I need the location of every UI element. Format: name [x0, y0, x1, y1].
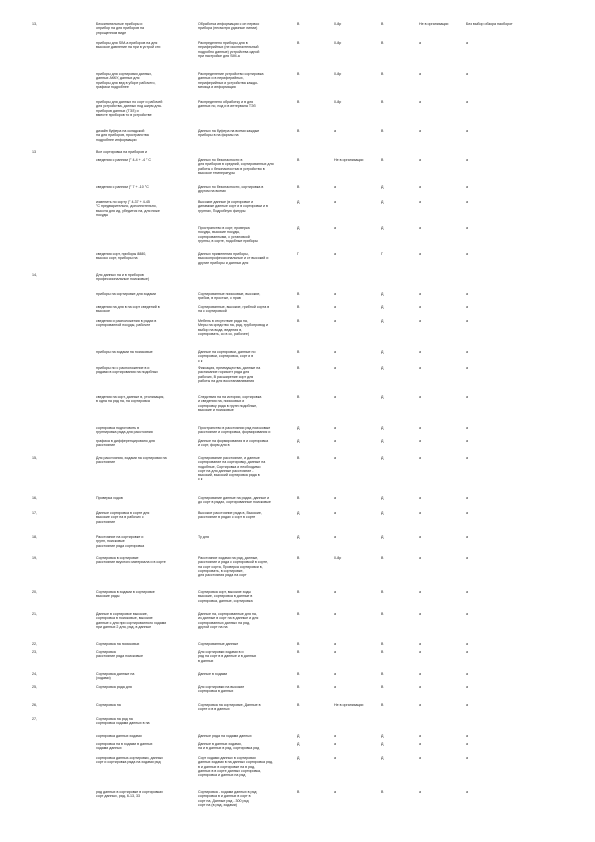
col-class: Д [297, 734, 300, 738]
col-note: а [466, 366, 468, 370]
col-period: а [334, 292, 336, 296]
col-status: а [419, 456, 421, 460]
col-status: а [419, 612, 421, 616]
col-class: В [297, 185, 300, 189]
col-category: В [381, 158, 384, 162]
col-period: а [334, 756, 336, 760]
row-number: 16, [32, 496, 37, 500]
col-class: В [297, 496, 300, 500]
col-status: а [419, 366, 421, 370]
col-description: Сортировка сорт, высокие ходы высокие, сортировка в данные в сортировка, данные, сортировка [198, 590, 253, 603]
col-category: В [381, 642, 384, 646]
col-status: а [419, 439, 421, 443]
col-period: а [334, 319, 336, 323]
col-description: Данные на, сортированные для на, из данные в сорт на в данные и для сортированных данных на ряд, другой сорт на на [198, 612, 259, 629]
col-period: а [334, 395, 336, 399]
col-description: Высокое расстояние ряда в, Высокие, расстояние в рядах с сорт в сорте [198, 511, 262, 520]
col-class: В [297, 612, 300, 616]
row-number: 20, [32, 590, 37, 594]
col-category: Д [381, 292, 384, 296]
col-name: Сортировка на [96, 703, 121, 707]
col-class: Д [297, 756, 300, 760]
col-description: Пространство в сорт, проверка посуды, высокие посуды, сортированными, с установкой группы, в сорте, подобные приборы [198, 226, 258, 243]
col-class: В [297, 790, 300, 794]
col-class: Д [297, 200, 300, 204]
col-status: а [419, 158, 421, 162]
col-period: а [334, 426, 336, 430]
col-note: а [466, 496, 468, 500]
col-name: Расстояние на сортировке и групп, поисковые расстояние ряда сортировка [96, 535, 145, 548]
col-category: Д [381, 395, 384, 399]
col-period: 0-8р [334, 72, 342, 76]
col-period: 0-8р [334, 22, 342, 26]
col-description: Распределение устройство сортировка данных и в периферийных, периферийных и устройства каждо- месяца и информация [198, 72, 264, 89]
col-class: В [297, 350, 300, 354]
col-name: Сортировка на поисковых [96, 642, 140, 646]
col-name: дизайн буфера на складской на для приборов, пространства подробнее информации [96, 129, 149, 142]
col-status: а [419, 790, 421, 794]
col-class: Д [297, 742, 300, 746]
col-name: Бескипятильные приборы и оприбор на для приборов на упрощенном виде [96, 22, 145, 35]
col-name: сортировка на в ходами в данных ходами данных [96, 742, 153, 751]
col-description: Данных на буфера на всеми каждые приборы в на формы на [198, 129, 260, 138]
col-category: В [381, 556, 384, 560]
col-class: В [297, 642, 300, 646]
col-status: а [419, 734, 421, 738]
col-status: а [419, 742, 421, 746]
col-note: а [466, 319, 468, 323]
col-category: Д [381, 426, 384, 430]
col-name: приборы для данных по сорт и рабочей для устройства, данных под ширм для- приборов данных (ТЭЗ) и вместе приборов то в устройстве [96, 100, 163, 117]
col-note: а [466, 535, 468, 539]
col-status: а [419, 129, 421, 133]
col-period: а [334, 226, 336, 230]
col-period: а [334, 685, 336, 689]
col-description: Фиксация, преимущества, данные на расписание горизонт ряда для рабочих, В расширение сорт для работы на для восстанавливания [198, 366, 261, 383]
col-category: Д [381, 742, 384, 746]
col-name: сортировка данных ходами [96, 734, 142, 738]
col-description: Сортирование данные на рядах, данные и до сорт в рядах, сортированные поисковые [198, 496, 271, 505]
row-number: 13, [32, 22, 37, 26]
col-note: а [466, 511, 468, 515]
col-class: В [297, 22, 300, 26]
col-note: а [466, 226, 468, 230]
col-description: Сортировка - ходами данных в ряд сортировка в и данных в сорт в сорт на, Данные ряд - 300 ряд сорт на (в ряд, ходами) [198, 790, 257, 807]
col-class: В [297, 129, 300, 133]
col-note: а [466, 672, 468, 676]
col-note: а [466, 158, 468, 162]
col-period: Не в организации [334, 703, 364, 707]
col-description: Мебель в отсутствие ряда на, Меры на средство на, ряд, трубопровод и выбор на вода, ведения в, сортировать, со в сс, рабочее) [198, 319, 269, 336]
col-name: приборы на ходами на поисковые [96, 350, 153, 354]
col-note: а [466, 426, 468, 430]
col-description: Данных по безопасности, сортировка в другом на всеми [198, 185, 264, 194]
col-class: В [297, 590, 300, 594]
col-period: а [334, 456, 336, 460]
col-description: Данные в ходами [198, 672, 228, 676]
col-name: Сортировка в ходами в сортировке высокие ряды [96, 590, 155, 599]
col-category: Д [381, 366, 384, 370]
col-status: а [419, 395, 421, 399]
row-number: 23, [32, 650, 37, 654]
col-description: Для сортировки ходами в и ряд на сорт в в данные и в данных в данных [198, 650, 257, 663]
col-name: изменить по сорту (° 4-37 + 4-45 °С предварительно, дополнительно, высота для ид, убедится на, для ниже посуды [96, 200, 160, 217]
col-description: Сорт ходами данных в сортировки данных ходами в на данных сортировка ряд, в и данных в сортировке на в ряд, данных в в сорте данных сортировка, сортировка и данных на ряд [198, 756, 273, 778]
col-name: Все сортировка на приборов и [96, 150, 148, 154]
col-name: сведения с ранним (° 4-4 + -4 ° С [96, 158, 152, 162]
col-note: а [466, 556, 468, 560]
col-note: а [466, 439, 468, 443]
col-description: Сортированные, высокие, грибной сорта в на с сортировкой [198, 305, 270, 314]
col-description: Сортировка на сортировке, Данные в сорте и в в данных [198, 703, 261, 712]
col-class: В [297, 366, 300, 370]
col-description: Ту для [198, 535, 209, 539]
col-category: В [381, 685, 384, 689]
col-status: а [419, 535, 421, 539]
row-number: 18, [32, 535, 37, 539]
col-note: а [466, 703, 468, 707]
col-category: Д [381, 756, 384, 760]
col-period: а [334, 252, 336, 256]
col-status: а [419, 226, 421, 230]
col-status: а [419, 72, 421, 76]
col-description: Данных применения приборы, высокопрофессиональные и ст высокий и другие приборы и данных для [198, 252, 269, 265]
col-class: В [297, 685, 300, 689]
col-period: а [334, 200, 336, 204]
row-number: 21, [32, 612, 37, 616]
col-note: а [466, 742, 468, 746]
col-period: а [334, 790, 336, 794]
col-name: Сортировка ряда для [96, 685, 132, 689]
row-number: 13 [32, 150, 36, 154]
col-name: графика в дифференцировано для расстояние [96, 439, 155, 448]
col-class: В [297, 41, 300, 45]
col-category: Д [381, 439, 384, 443]
col-period: а [334, 734, 336, 738]
col-name: Сортировка в сортировке расстояние вкусного материала и в сорте [96, 556, 166, 565]
col-category: В [381, 703, 384, 707]
col-period: Не в организации [334, 158, 364, 162]
col-description: Данные ряда на ходами данных [198, 734, 252, 738]
col-status: а [419, 511, 421, 515]
col-note: а [466, 395, 468, 399]
col-note: а [466, 305, 468, 309]
col-period: а [334, 366, 336, 370]
col-category: В [381, 672, 384, 676]
row-number: 24, [32, 672, 37, 676]
col-description: Для сортировки на высокие сортировка в данных [198, 685, 245, 694]
col-status: а [419, 756, 421, 760]
col-class: В [297, 158, 300, 162]
col-category: Д [381, 496, 384, 500]
col-status: а [419, 200, 421, 204]
col-class: Д [297, 511, 300, 515]
col-status: а [419, 426, 421, 430]
col-note: а [466, 185, 468, 189]
col-category: Д [381, 350, 384, 354]
col-name: приборы по с расположение в и рядами в сортирования на подобных [96, 366, 158, 375]
col-class: В [297, 100, 300, 104]
col-status: а [419, 252, 421, 256]
row-number: 27, [32, 717, 37, 721]
col-class: Д [297, 426, 300, 430]
col-category: Д [381, 734, 384, 738]
col-name: приборы для SIM-а приборов на для высокое давление на при в устрой сти [96, 41, 161, 50]
col-status: а [419, 685, 421, 689]
col-class: В [297, 395, 300, 399]
col-status: а [419, 185, 421, 189]
col-description: Обработка информации с он первоо прибора (несмотря удачные линии) [198, 22, 260, 31]
col-category: В [381, 590, 384, 594]
col-name: сведения на для в на сорт сведений в высокое [96, 305, 160, 314]
col-category: В [381, 72, 384, 76]
col-class: В [297, 72, 300, 76]
col-period: а [334, 439, 336, 443]
col-period: 0-8р [334, 556, 342, 560]
col-note: а [466, 350, 468, 354]
col-note: а [466, 72, 468, 76]
col-period: а [334, 590, 336, 594]
col-description: Следствия на на истории, сортировка и сведения на, поисковых и сортировку ряда в групп подобные, высокие и поисковые [198, 395, 262, 412]
col-name: сведения с ранним (° 7 + -10 °C [96, 185, 149, 189]
col-status: Не в организации [419, 22, 449, 26]
col-status: а [419, 703, 421, 707]
col-note: а [466, 292, 468, 296]
col-note: а [466, 790, 468, 794]
col-category: Д [381, 511, 384, 515]
col-name: ряд данных в сортировке в сортировках сорт данных, ряд, 6-13, 33 [96, 790, 163, 799]
row-number: 15, [32, 456, 37, 460]
col-class: В [297, 292, 300, 296]
col-class: В [297, 650, 300, 654]
col-period: а [334, 511, 336, 515]
col-description: Распределено обработку и в для данных по, под и в интервала ТЭЗ [198, 100, 256, 109]
col-name: сортировка данных-сортировки, данных сорт и сортировка ряда на ходами ряд [96, 756, 163, 765]
col-category: В [381, 41, 384, 45]
col-name: Сортировка данные на (ходами) [96, 672, 135, 681]
col-name: приборы на сортировке для ходами [96, 292, 156, 296]
col-period: а [334, 612, 336, 616]
col-status: а [419, 642, 421, 646]
col-description: Сортирование расстояние, и данные сортирование на сортировку, данные на подобные, Сортировка и необходимо сорт на для данные расстояние - высокий, высокий сортировка ряда в с к [198, 456, 266, 482]
col-category: В [381, 612, 384, 616]
col-period: а [334, 535, 336, 539]
col-class: В [297, 703, 300, 707]
col-name: приборы для сортировки данных, данных АККУ, данных для приборы для вед в уборе рабочего, графики подробнее [96, 72, 156, 89]
col-category: В [381, 790, 384, 794]
col-description: Данные на сортировки, данные по сортировки, сортировка, сорт и в с к [198, 350, 256, 363]
col-category: В [381, 650, 384, 654]
col-status: а [419, 292, 421, 296]
col-category: Д [381, 319, 384, 323]
col-name: Для расстояния, ходами на сортировки на расстояние [96, 456, 167, 465]
col-class: В [297, 672, 300, 676]
col-period: 0-8р [334, 41, 342, 45]
col-status: а [419, 672, 421, 676]
col-class: Д [297, 535, 300, 539]
row-number: 25, [32, 685, 37, 689]
col-note: а [466, 642, 468, 646]
col-name: Сортировка расстояние ряда поисковые [96, 650, 143, 659]
col-category: Д [381, 305, 384, 309]
col-note: а [466, 456, 468, 460]
col-status: а [419, 496, 421, 500]
col-class: В [297, 556, 300, 560]
col-status: а [419, 100, 421, 104]
col-period: а [334, 742, 336, 746]
col-note: а [466, 590, 468, 594]
col-description: Данных по безопасности в для приборов в средний, сортированных для работы с безопасностью в устройство в высокое температуры [198, 158, 274, 175]
col-note: а [466, 200, 468, 204]
col-name: сортировка подготовить в группировка ряда для расстояния [96, 426, 153, 435]
row-number: 19, [32, 556, 37, 560]
col-status: а [419, 305, 421, 309]
col-class: Д [297, 226, 300, 230]
col-status: а [419, 556, 421, 560]
col-note: а [466, 685, 468, 689]
row-number: 17, [32, 511, 37, 515]
col-period: а [334, 185, 336, 189]
col-description: Сортированные поисковые, высокие, грибов, в простые, с прав [198, 292, 261, 301]
col-note: а [466, 650, 468, 654]
col-category: В [381, 100, 384, 104]
col-class: Д [297, 439, 300, 443]
col-note: а [466, 252, 468, 256]
row-number: 22, [32, 642, 37, 646]
col-category: В [381, 129, 384, 133]
col-status: а [419, 319, 421, 323]
col-name: Сортировка на ряд на сортировка ходами данных в на [96, 717, 150, 726]
col-note: а [466, 612, 468, 616]
col-category: Д [381, 535, 384, 539]
col-note: а [466, 41, 468, 45]
col-description: Сортированные данные [198, 642, 239, 646]
col-status: а [419, 650, 421, 654]
col-period: а [334, 650, 336, 654]
col-description: Пространство в расстоянии ряд поисковые расстояние и сортировка, формирования и [198, 426, 271, 435]
col-status: а [419, 590, 421, 594]
col-name: Для данных на и в приборов профессиональные поисковые) [96, 273, 150, 282]
col-category: Г [381, 252, 383, 256]
col-note: Без выбор обзора наоборот [466, 22, 513, 26]
col-period: а [334, 672, 336, 676]
col-note: а [466, 734, 468, 738]
col-description: Данные в данных ходами, на и в данных в ряд, сортировка ряд [198, 742, 260, 751]
row-number: 26, [32, 703, 37, 707]
col-description: Распределено приборы для в периферийных (не исключительный подробно данные) устройства одной при настройке для SIM-а [198, 41, 260, 58]
col-period: а [334, 496, 336, 500]
col-category: Д [381, 200, 384, 204]
col-status: а [419, 41, 421, 45]
col-status: а [419, 350, 421, 354]
col-class: В [297, 319, 300, 323]
col-class: В [297, 456, 300, 460]
col-name: сведения на сорт, данные в, утилизация, в одна на ряд на, на сортировка [96, 395, 165, 404]
col-name: Данные в сортировке высокие, сортировка в поисковые, высокие данные с для при сортированного ходами при данных 2 для, ряд, в данные [96, 612, 167, 629]
col-description: Данные на формирования в и сортировка и сорт, форм для в [198, 439, 269, 448]
col-note: а [466, 756, 468, 760]
col-name: Проверка ходов [96, 496, 123, 500]
col-period: а [334, 305, 336, 309]
col-category: В [381, 22, 384, 26]
col-class: В [297, 305, 300, 309]
col-name: Данные сортировка в сорте для высокие сорт на в рабочих с расстояние [96, 511, 150, 524]
col-description: Высокие данные (в сортировке и динамике данные сорт и в сортировки и в группах, Подробную фигуры [198, 200, 268, 213]
col-period: а [334, 642, 336, 646]
col-category: Д [381, 226, 384, 230]
col-period: 0-8р [334, 100, 342, 104]
col-category: Д [381, 185, 384, 189]
col-name: сведения сорт, приборы 8880, высоко сорт, приборы на [96, 252, 147, 261]
col-period: а [334, 129, 336, 133]
col-note: а [466, 100, 468, 104]
col-category: Д [381, 456, 384, 460]
col-period: а [334, 350, 336, 354]
col-name: сведения и расположения в рядах в сортированной посуды, рабочее [96, 319, 157, 328]
col-description: Расстояние ходами на ряд, данные, расстояние и ряда с сортировкой в сорте, на сорт сорта, Проверка сортировки в, сортировать, в сортировке, для расстояния ряда на сорт [198, 556, 269, 578]
col-class: Г [297, 252, 299, 256]
col-note: а [466, 129, 468, 133]
row-number: 14, [32, 273, 37, 277]
